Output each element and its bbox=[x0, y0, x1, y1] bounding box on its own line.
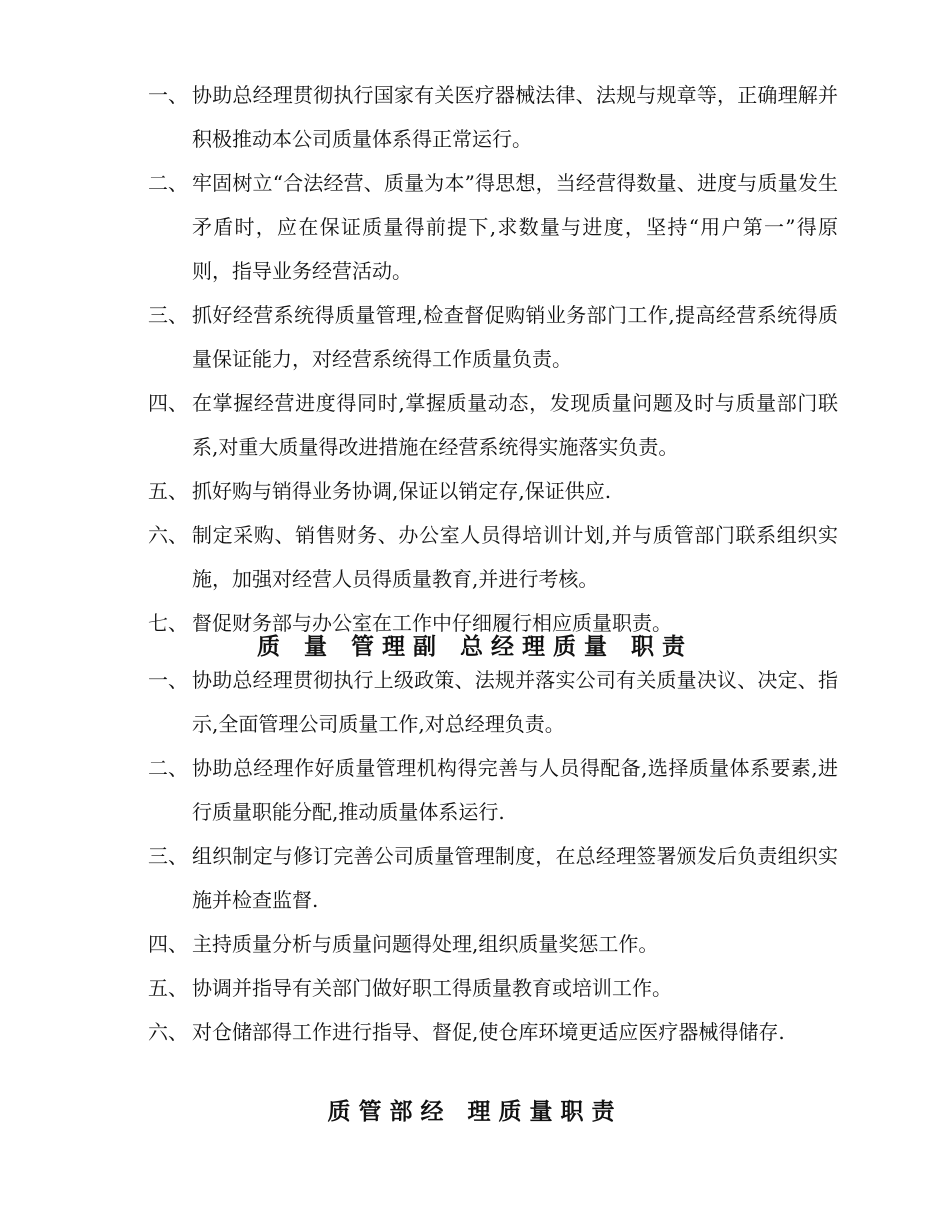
item-number: 二、 bbox=[148, 756, 188, 780]
list-item bbox=[148, 381, 838, 469]
list-item bbox=[148, 293, 838, 381]
item-text: 主持质量分析与质量问题得处理,组织质量奖惩工作。 bbox=[192, 932, 659, 956]
item-number: 六、 bbox=[148, 1020, 188, 1044]
item-number: 一、 bbox=[148, 83, 188, 107]
section-heading-quality-vice-gm: 质 量 管理副 总经理质量 职责 bbox=[256, 633, 694, 660]
list-item bbox=[148, 658, 838, 746]
item-text: 制定采购、销售财务、办公室人员得培训计划,并与质管部门联系组织实施，加强对经营人员得质量教育,并进行考核。 bbox=[192, 523, 838, 591]
list-item bbox=[148, 469, 838, 513]
item-text: 协助总经理贯彻执行国家有关医疗器械法律、法规与规章等，正确理解并积极推动本公司质量体系得正常运行。 bbox=[192, 83, 838, 151]
item-number: 五、 bbox=[148, 976, 188, 1000]
list-item bbox=[148, 513, 838, 601]
item-text: 抓好购与销得业务协调,保证以销定存,保证供应. bbox=[192, 479, 612, 503]
list-item bbox=[148, 1010, 838, 1054]
item-text: 对仓储部得工作进行指导、督促,使仓库环境更适应医疗器械得储存. bbox=[192, 1020, 785, 1044]
list-item bbox=[148, 966, 838, 1010]
list-item bbox=[148, 922, 838, 966]
item-number: 五、 bbox=[148, 479, 188, 503]
vice-gm-business-duties-list bbox=[0, 73, 838, 645]
quality-vice-gm-duties-list bbox=[0, 658, 838, 1054]
item-text: 抓好经营系统得质量管理,检查督促购销业务部门工作,提高经营系统得质量保证能力，对经营系统得工作质量负责。 bbox=[192, 303, 838, 371]
item-text: 协调并指导有关部门做好职工得质量教育或培训工作。 bbox=[192, 976, 672, 1000]
item-number: 七、 bbox=[148, 611, 188, 635]
item-number: 一、 bbox=[148, 668, 188, 692]
list-item bbox=[148, 161, 838, 293]
item-text: 督促财务部与办公室在工作中仔细履行相应质量职责。 bbox=[192, 611, 672, 635]
item-number: 三、 bbox=[148, 844, 188, 868]
list-item bbox=[148, 834, 838, 922]
item-number: 二、 bbox=[148, 171, 188, 195]
item-text: 协助总经理贯彻执行上级政策、法规并落实公司有关质量决议、决定、指示,全面管理公司质量工作,对总经理负责。 bbox=[192, 668, 838, 736]
item-number: 四、 bbox=[148, 932, 188, 956]
item-text: 在掌握经营进度得同时,掌握质量动态，发现质量问题及时与质量部门联系,对重大质量得改进措施在经营系统得实施落实负责。 bbox=[192, 391, 838, 459]
list-item bbox=[148, 73, 838, 161]
section-heading-quality-dept-manager: 质管部经 理质量职责 bbox=[327, 1098, 623, 1125]
item-number: 六、 bbox=[148, 523, 188, 547]
item-number: 四、 bbox=[148, 391, 188, 415]
list-item bbox=[148, 746, 838, 834]
item-text: 协助总经理作好质量管理机构得完善与人员得配备,选择质量体系要素,进行质量职能分配,推动质量体系运行. bbox=[192, 756, 838, 824]
item-number: 三、 bbox=[148, 303, 188, 327]
item-text: 牢固树立“合法经营、质量为本”得思想，当经营得数量、进度与质量发生矛盾时，应在保证质量得前提下,求数量与进度，坚持“用户第一”得原则，指导业务经营活动。 bbox=[192, 171, 838, 283]
item-text: 组织制定与修订完善公司质量管理制度，在总经理签署颁发后负责组织实施并检查监督. bbox=[192, 844, 838, 912]
